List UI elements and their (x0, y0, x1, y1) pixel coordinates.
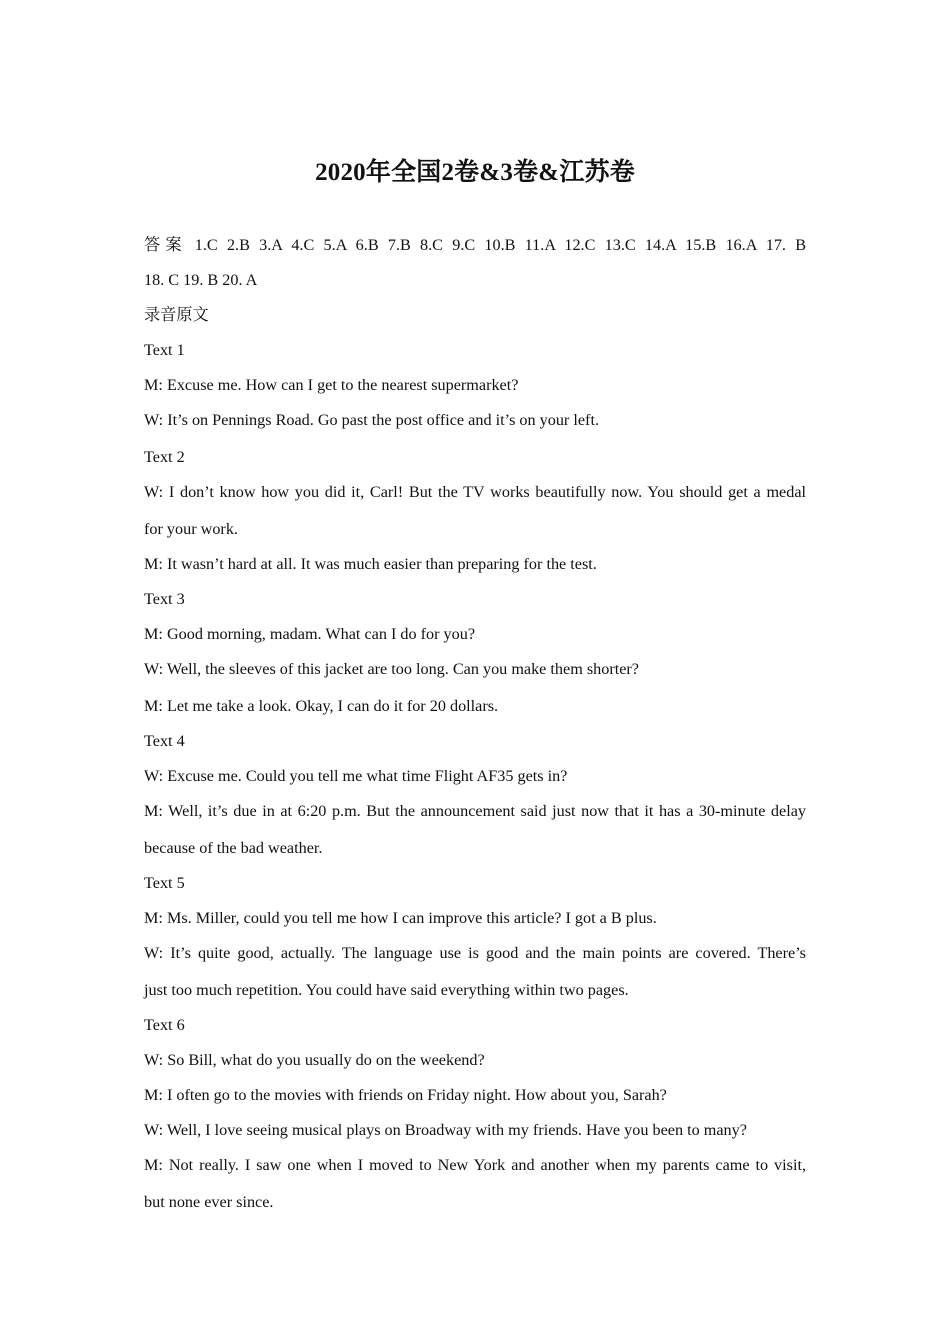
dialogue-line: M: It wasn’t hard at all. It was much easier than preparing for the test. (144, 555, 597, 573)
dialogue-line: W: Well, I love seeing musical plays on Broadway with my friends. Have you been to many? (144, 1121, 747, 1139)
dialogue-line: M: Ms. Miller, could you tell me how I can improve this article? I got a B plus. (144, 909, 657, 927)
dialogue-line: W: So Bill, what do you usually do on the weekend? (144, 1051, 485, 1069)
answers-label: 答案 (144, 236, 187, 254)
text-heading: Text 1 (144, 341, 185, 359)
answers-line-2: 18. C 19. B 20. A (144, 271, 258, 289)
document-body (144, 228, 806, 1220)
dialogue-line: because of the bad weather. (144, 839, 323, 857)
dialogue-line: M: Let me take a look. Okay, I can do it for 20 dollars. (144, 697, 499, 715)
dialogue-line: W: It’s on Pennings Road. Go past the post office and it’s on your left. (144, 411, 599, 429)
text-heading: Text 3 (144, 590, 185, 608)
dialogue-line: but none ever since. (144, 1193, 274, 1211)
text-heading: Text 6 (144, 1016, 185, 1034)
dialogue-line: M: Excuse me. How can I get to the nearest supermarket? (144, 376, 519, 394)
answers-list-part-1: 1.C 2.B 3.A 4.C 5.A 6.B 7.B 8.C 9.C 10.B 11.A 12.C 13.C 14.A 15.B 16.A 17. B (194, 236, 807, 254)
dialogue-line: M: Well, it’s due in at 6:20 p.m. But the announcement said just now that it has a 30-minute delay (144, 802, 806, 820)
dialogue-line: M: Good morning, madam. What can I do for you? (144, 625, 476, 643)
dialogue-line: for your work. (144, 520, 238, 538)
page-title: 2020年全国2卷&3卷&江苏卷 (315, 159, 635, 186)
dialogue-line: W: Well, the sleeves of this jacket are too long. Can you make them shorter? (144, 660, 639, 678)
answers-line-1 (144, 228, 806, 263)
text-heading: Text 5 (144, 874, 185, 892)
dialogue-line: W: Excuse me. Could you tell me what time Flight AF35 gets in? (144, 767, 568, 785)
transcript-heading: 录音原文 (144, 306, 209, 324)
dialogue-line: W: It’s quite good, actually. The language use is good and the main points are covered. There’s (144, 944, 806, 962)
dialogue-line: W: I don’t know how you did it, Carl! But the TV works beautifully now. You should get a medal (144, 483, 806, 501)
text-heading: Text 2 (144, 448, 185, 466)
text-heading: Text 4 (144, 732, 185, 750)
dialogue-line: just too much repetition. You could have said everything within two pages. (144, 981, 629, 999)
dialogue-line: M: Not really. I saw one when I moved to New York and another when my parents came to visit, (144, 1156, 806, 1174)
dialogue-line: M: I often go to the movies with friends on Friday night. How about you, Sarah? (144, 1086, 667, 1104)
